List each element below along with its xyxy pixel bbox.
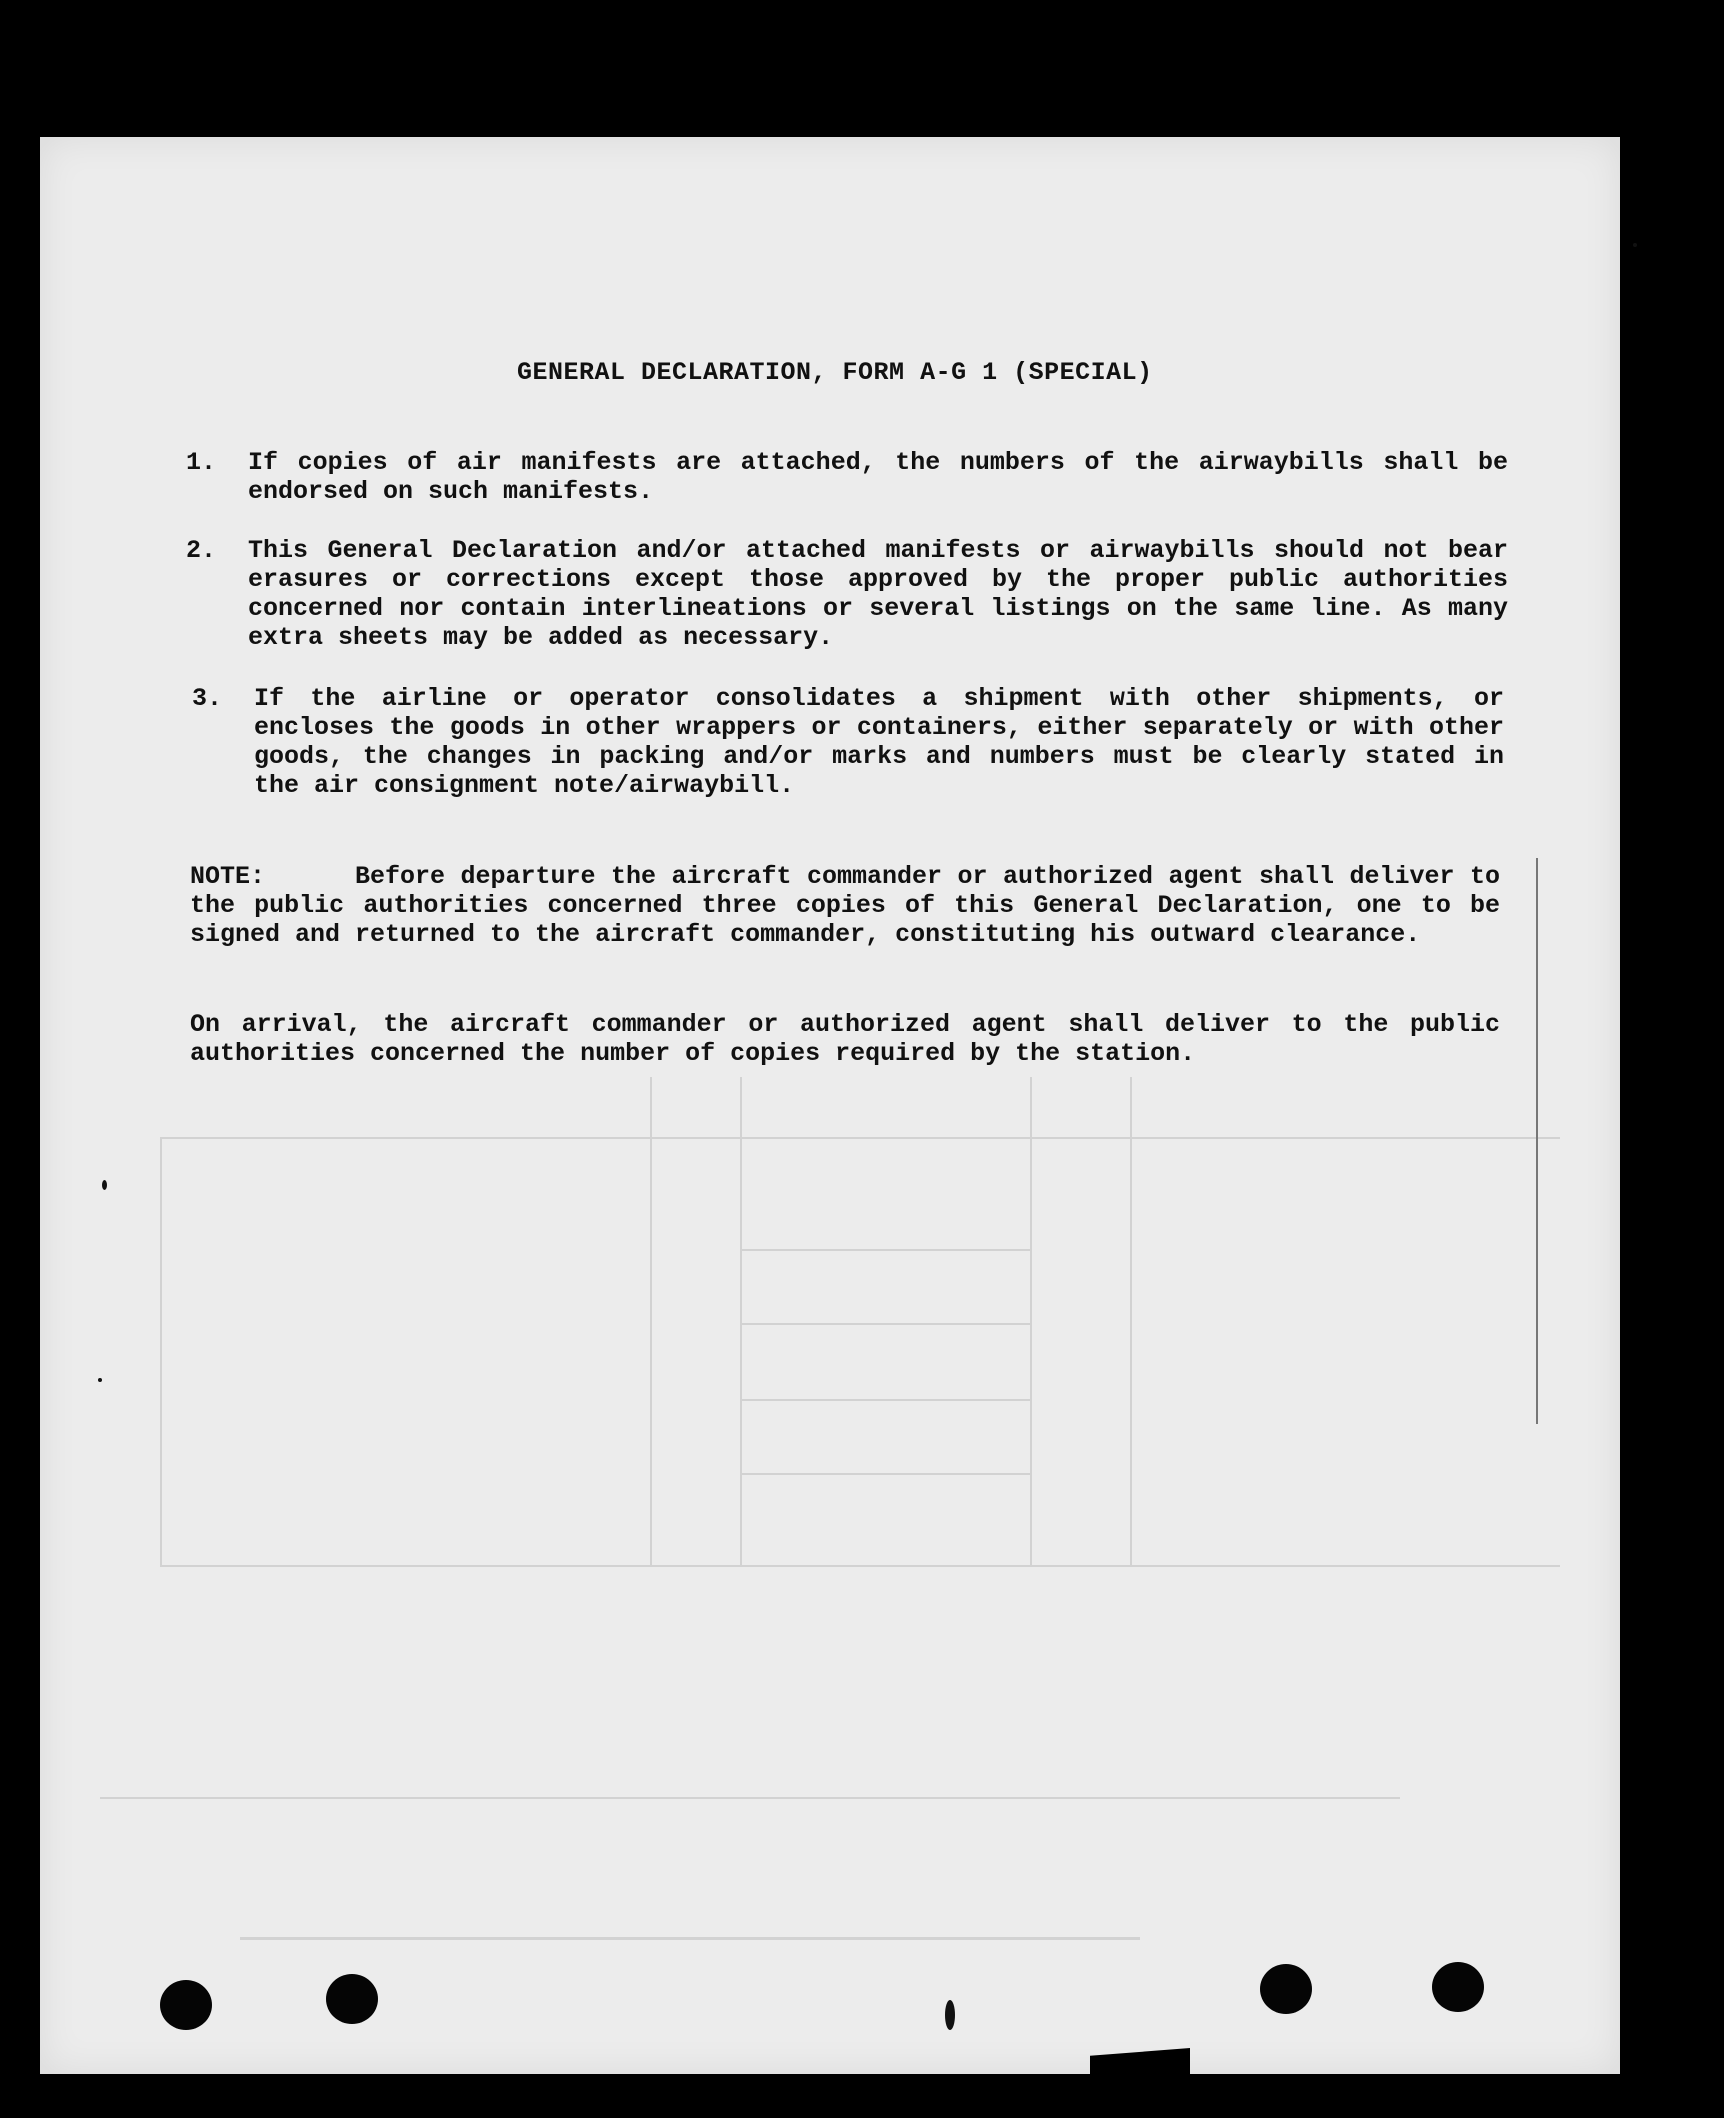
punch-hole	[160, 1980, 212, 2030]
note-paragraph	[190, 862, 1500, 949]
item-text: If the airline or operator consolidates a shipment with other shipments, or encloses the goods in other wrappers or containers, either separately or with other goods, the changes in packing and/or marks and numbers must be clearly stated in the air consignment note/airwaybill.	[254, 684, 1504, 800]
item-number: 2.	[186, 536, 217, 565]
bleed-through-rule	[650, 1077, 652, 1567]
note-text: Before departure the aircraft commander or authorized agent shall deliver to the public authorities concerned three copies of this General Declaration, one to be signed and returned to the aircraft commander, constituting his outward clearance.	[190, 862, 1500, 949]
paper-speck	[98, 1378, 102, 1382]
item-text: If copies of air manifests are attached, the numbers of the airwaybills shall be endorsed on such manifests.	[248, 448, 1508, 506]
bleed-through-rule	[740, 1249, 1030, 1251]
bleed-through-rule	[740, 1323, 1030, 1325]
bleed-through-rule	[100, 1797, 1400, 1799]
bleed-through-rule	[1130, 1077, 1132, 1567]
item-number: 1.	[186, 448, 217, 477]
bleed-through-rule	[740, 1473, 1030, 1475]
bleed-through-rule	[160, 1565, 1560, 1567]
bleed-through-rule	[1030, 1077, 1032, 1567]
document-title: GENERAL DECLARATION, FORM A-G 1 (SPECIAL)	[517, 358, 1153, 387]
punch-hole	[1260, 1964, 1312, 2014]
paper-speck	[945, 2000, 955, 2030]
bleed-through-rule	[740, 1077, 742, 1567]
item-number: 3.	[192, 684, 223, 713]
note-label: NOTE:	[190, 862, 266, 891]
bleed-through-rule	[240, 1937, 1140, 1940]
paper-speck	[102, 1180, 107, 1190]
bleed-through-rule	[160, 1137, 1560, 1139]
punch-hole	[1432, 1962, 1484, 2012]
bleed-through-rule	[740, 1399, 1030, 1401]
punch-hole	[326, 1974, 378, 2024]
bleed-through-rule	[160, 1137, 162, 1567]
paper-sheet	[40, 137, 1620, 2074]
arrival-paragraph: On arrival, the aircraft commander or authorized agent shall deliver to the public authorities concerned the number of copies required by the station.	[190, 1010, 1500, 1068]
paper-speck	[1633, 243, 1637, 247]
margin-rule	[1536, 858, 1538, 1424]
item-text: This General Declaration and/or attached manifests or airwaybills should not bear erasures or corrections except those approved by the proper public authorities concerned nor contain interlineations or several listings on the same line. As many extra sheets may be added as necessary.	[248, 536, 1508, 652]
